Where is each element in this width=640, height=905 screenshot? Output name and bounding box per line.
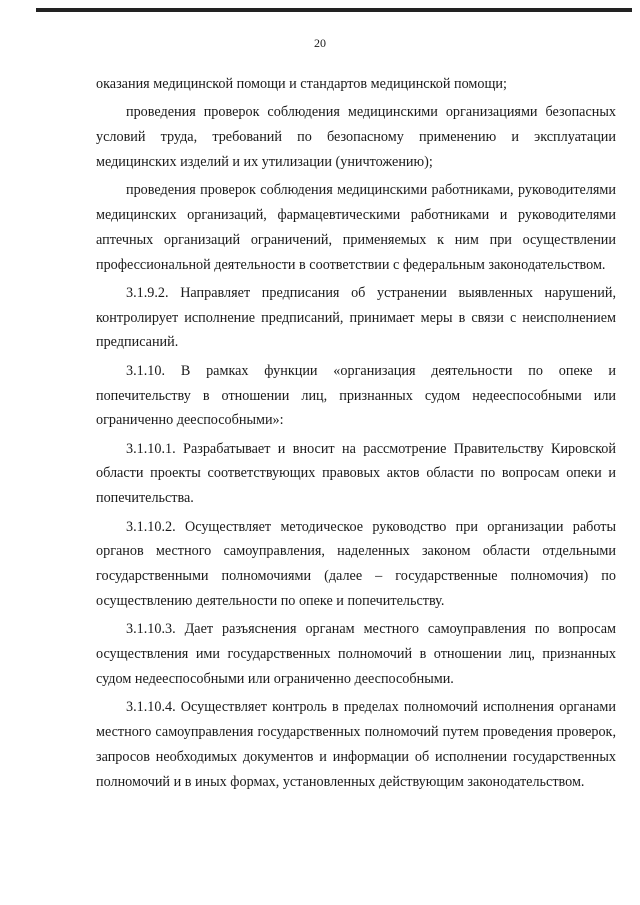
paragraph: 3.1.10.1. Разрабатывает и вносит на рассмотрение Правительству Кировской области проекты соответствующих правовых актов области по вопросам опеки и попечительства. (96, 440, 616, 507)
paragraph: 3.1.10.2. Осуществляет методическое руководство при организации работы органов местного самоуправления, наделенных законом области отдельными государственными полномочиями (далее – государственные полномочия) по осуществлению деятельности по опеке и попечительству. (96, 518, 616, 609)
paragraph: проведения проверок соблюдения медицинскими организациями безопасных условий труда, требований по безопасному применению и эксплуатации медицинских изделий и их утилизации (уничтожению); (96, 104, 616, 170)
paragraph: 3.1.9.2. Направляет предписания об устранении выявленных нарушений, контролирует исполнение предписаний, принимает меры в связи с неисполнением предписаний. (96, 284, 616, 351)
paragraph: оказания медицинской помощи и стандартов медицинской помощи; (96, 76, 507, 92)
paragraph: проведения проверок соблюдения медицинскими работниками, руководителями медицинских организаций, фармацевтическими работниками и руководителями аптечных организаций ограничений, применяемых к ним при осуществлении профессиональной деятельности в соответствии с федеральным законодательством. (96, 182, 616, 273)
top-rule (36, 8, 632, 12)
paragraph: 3.1.10.3. Дает разъяснения органам местного самоуправления по вопросам осуществления ими государственных полномочий в отношении лиц, признанных судом недееспособными или ограниченно дееспособными. (96, 621, 616, 687)
page-number: 20 (314, 36, 326, 50)
paragraph: 3.1.10. В рамках функции «организация деятельности по опеке и попечительству в отношении лиц, признанных судом недееспособными или ограниченно дееспособными»: (96, 362, 616, 429)
document-body (96, 72, 616, 794)
paragraph: 3.1.10.4. Осуществляет контроль в пределах полномочий исполнения органами местного самоуправления государственных полномочий путем проведения проверок, запросов необходимых документов и информации об исполнении государственных полномочий и в иных формах, установленных действующим законодательством. (96, 699, 616, 790)
